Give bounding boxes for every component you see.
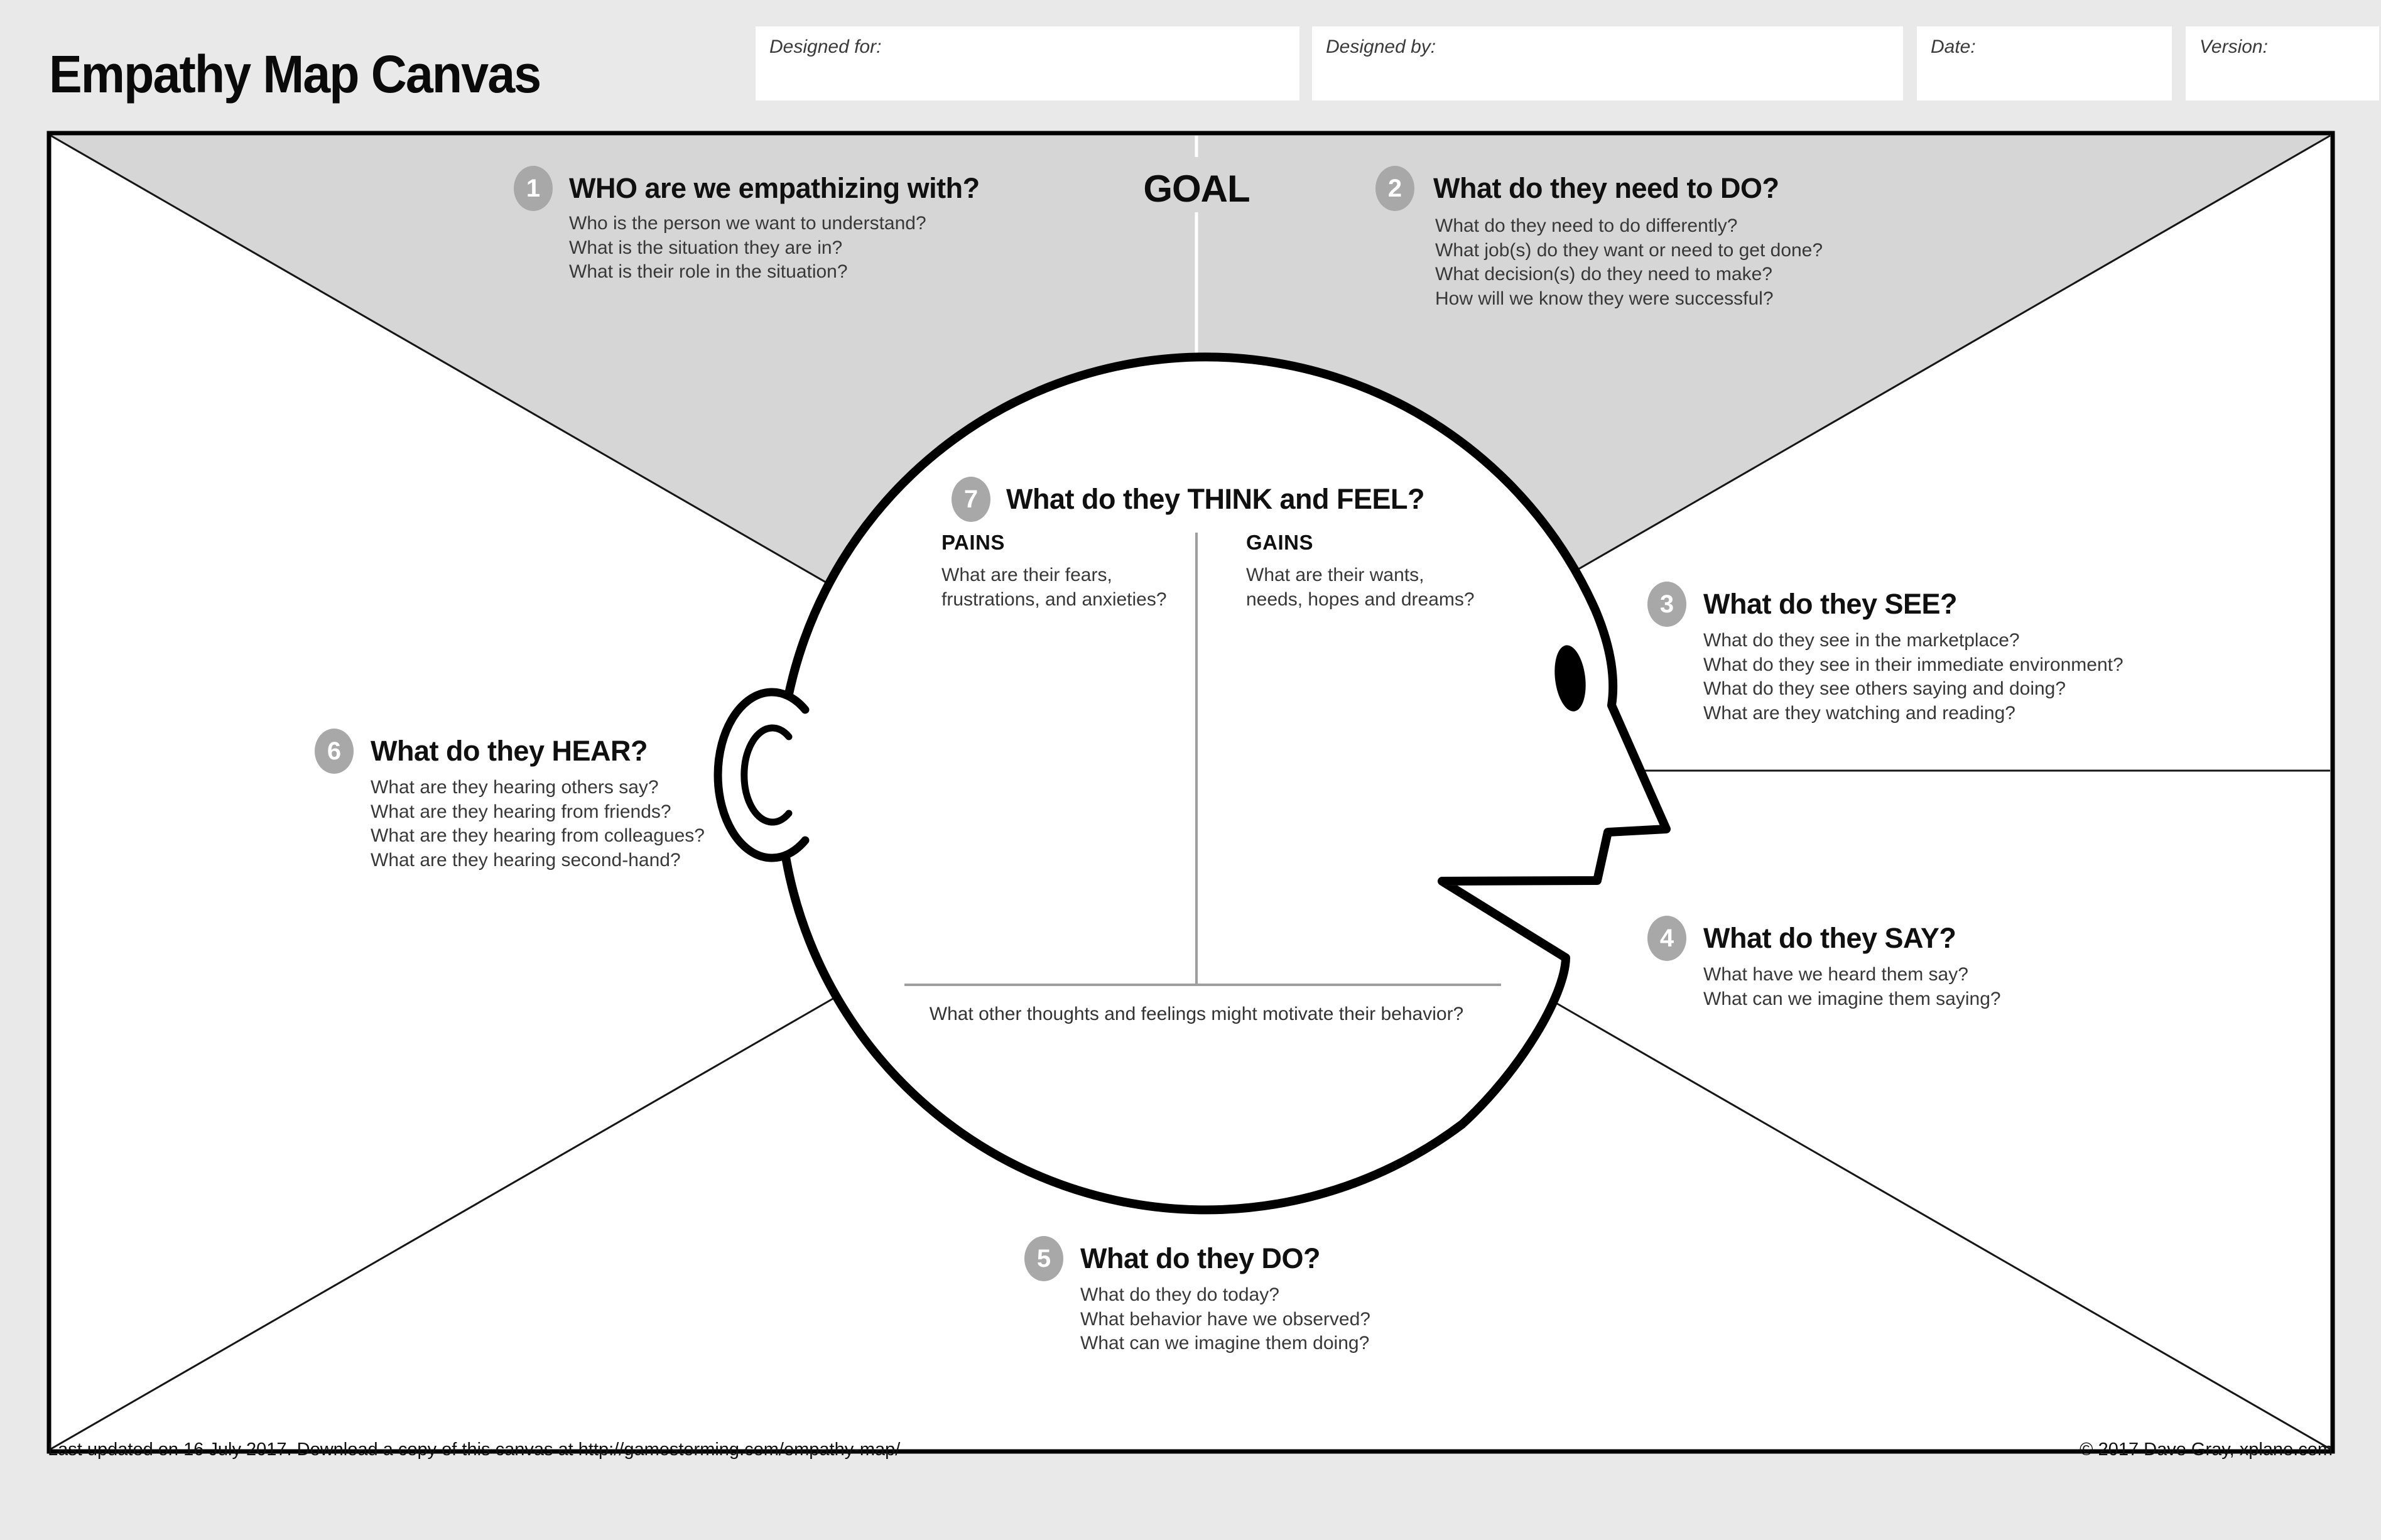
question-line: What are their fears, <box>941 565 1112 585</box>
question-line: What are they hearing from friends? <box>371 801 671 822</box>
question-line: What do they do today? <box>1080 1284 1279 1305</box>
question-line: What do they see others saying and doing? <box>1703 678 2066 699</box>
question-line: What decision(s) do they need to make? <box>1435 264 1772 285</box>
section-2-questions <box>1435 214 1823 311</box>
question-line: Who is the person we want to understand? <box>569 213 926 234</box>
question-line: What job(s) do they want or need to get done? <box>1435 239 1823 261</box>
question-line: What can we imagine them saying? <box>1703 988 2001 1009</box>
footer-copyright: © 2017 Dave Gray, xplane.com <box>2080 1440 2333 1460</box>
question-line: What is their role in the situation? <box>569 261 848 282</box>
section-5-title: What do they DO? <box>1080 1242 1320 1274</box>
designed-for-label: Designed for: <box>769 36 882 57</box>
question-line: What do they see in the marketplace? <box>1703 630 2020 651</box>
section-3-badge: 3 <box>1647 582 1686 627</box>
think-feel-bottom-question: What other thoughts and feelings might motivate their behavior? <box>929 1004 1464 1024</box>
section-7-badge: 7 <box>952 477 990 522</box>
section-6-questions <box>371 776 705 872</box>
question-line: What do they see in their immediate environment? <box>1703 654 2123 675</box>
question-line: What are their wants, <box>1246 565 1424 585</box>
question-line: What are they watching and reading? <box>1703 702 2015 724</box>
section-6-badge: 6 <box>315 729 354 774</box>
footer-update-note: Last updated on 16 July 2017. Download a copy of this canvas at http://gamestorming.com/empathy-map/ <box>48 1440 901 1460</box>
section-1-title: WHO are we empathizing with? <box>569 172 980 204</box>
question-line: What behavior have we observed? <box>1080 1308 1370 1330</box>
designed-by-label: Designed by: <box>1326 36 1436 57</box>
section-2-title: What do they need to DO? <box>1433 172 1779 204</box>
question-line: What are they hearing others say? <box>371 777 659 798</box>
section-1-questions <box>569 212 926 285</box>
section-5-questions <box>1080 1283 1370 1356</box>
question-line: What do they need to do differently? <box>1435 215 1738 236</box>
version-label: Version: <box>2199 36 2268 57</box>
question-line: needs, hopes and dreams? <box>1246 588 1475 610</box>
section-3-questions <box>1703 629 2123 725</box>
page-title: Empathy Map Canvas <box>49 45 541 104</box>
section-6-title: What do they HEAR? <box>371 735 648 767</box>
section-3-title: What do they SEE? <box>1703 588 1958 620</box>
gains-label: GAINS <box>1246 531 1314 554</box>
goal-label: GOAL <box>1143 168 1250 210</box>
question-line: What have we heard them say? <box>1703 964 1968 985</box>
ear-outer-icon <box>718 692 805 858</box>
question-line: What can we imagine them doing? <box>1080 1333 1370 1353</box>
question-line: frustrations, and anxieties? <box>941 588 1167 610</box>
question-line: What are they hearing second-hand? <box>371 849 681 870</box>
question-line: What is the situation they are in? <box>569 237 843 258</box>
section-2-badge: 2 <box>1375 166 1414 211</box>
gains-questions <box>1246 563 1475 612</box>
date-label: Date: <box>1931 36 1976 57</box>
section-4-badge: 4 <box>1647 916 1686 961</box>
section-1-badge: 1 <box>514 166 553 211</box>
question-line: What are they hearing from colleagues? <box>371 825 705 846</box>
section-5-badge: 5 <box>1024 1236 1063 1281</box>
section-4-questions <box>1703 963 2001 1011</box>
section-7-title: What do they THINK and FEEL? <box>1006 483 1424 515</box>
question-line: How will we know they were successful? <box>1435 288 1774 309</box>
pains-questions <box>941 563 1167 612</box>
pains-label: PAINS <box>941 531 1005 554</box>
section-4-title: What do they SAY? <box>1703 922 1956 954</box>
